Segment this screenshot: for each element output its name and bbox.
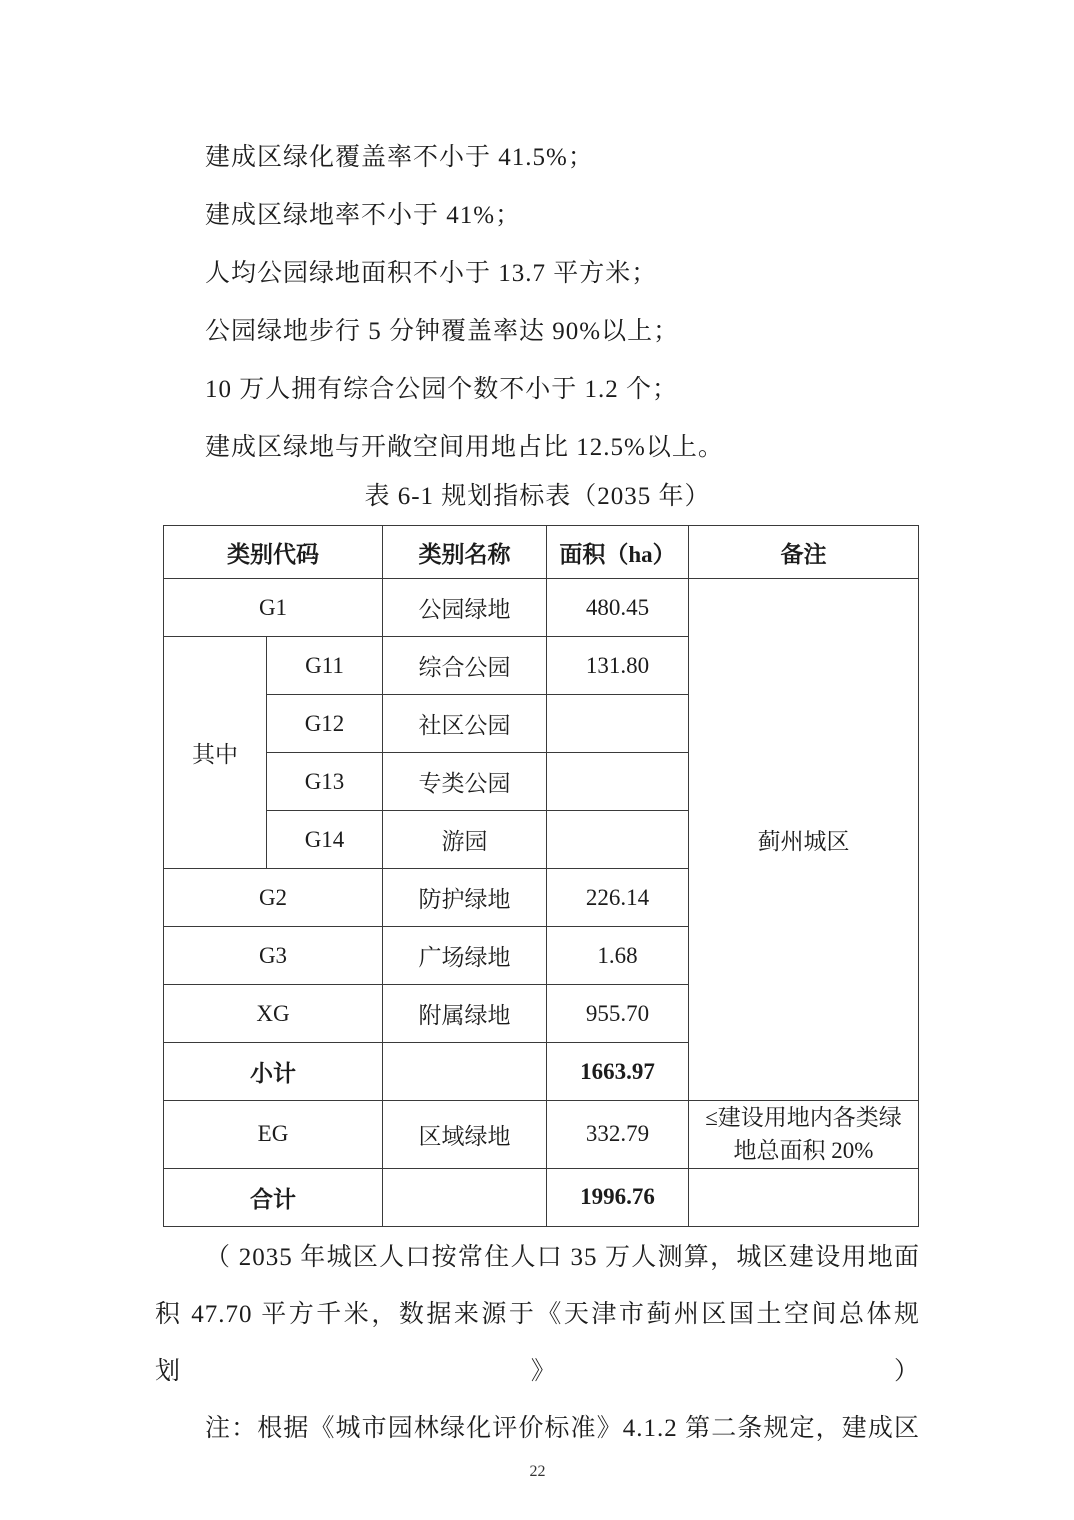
- cell-code: G14: [267, 811, 383, 869]
- page-content: [155, 0, 920, 1487]
- eg-remark-line: 地总面积 20%: [733, 1138, 874, 1164]
- requirement-line: 人均公园绿地面积不小于 13.7 平方米；: [205, 260, 658, 287]
- cell-code: EG: [164, 1101, 383, 1169]
- cell-area: [547, 695, 689, 753]
- cell-area: 226.14: [547, 869, 689, 927]
- cell-code: G12: [267, 695, 383, 753]
- requirement-line: 建成区绿化覆盖率不小于 41.5%；: [205, 144, 594, 171]
- eg-remark-cell: [689, 1101, 919, 1169]
- cell-name: 附属绿地: [383, 985, 547, 1043]
- footnote-line: 注：根据《城市园林绿化评价标准》4.1.2 第二条规定，建成区: [205, 1414, 920, 1442]
- header-cell-code: 类别代码: [164, 526, 383, 579]
- cell-name-empty: [383, 1043, 547, 1101]
- table-row-eg: [164, 1101, 919, 1169]
- subcategory-label-cell: 其中: [164, 637, 267, 869]
- cell-area: [547, 811, 689, 869]
- cell-name: 公园绿地: [383, 579, 547, 637]
- requirement-line: 建成区绿地与开敞空间用地占比 12.5%以上。: [205, 434, 724, 461]
- header-cell-name: 类别名称: [383, 526, 547, 579]
- cell-area: 332.79: [547, 1101, 689, 1169]
- cell-name-empty: [383, 1168, 547, 1226]
- cell-area: 955.70: [547, 985, 689, 1043]
- table-header-row: [164, 526, 919, 579]
- cell-code: G13: [267, 753, 383, 811]
- footnote-paragraphs: [155, 1229, 920, 1457]
- footnote-line: （ 2035 年城区人口按常住人口 35 万人测算，城区建设用地面: [205, 1243, 920, 1271]
- footnote-line: 积 47.70 平方千米，数据来源于《天津市蓟州区国土空间总体规划》）: [155, 1300, 920, 1385]
- requirement-line: 公园绿地步行 5 分钟覆盖率达 90%以上；: [205, 318, 680, 345]
- table-row-g1: [164, 579, 919, 637]
- cell-code: G3: [164, 927, 383, 985]
- planning-indicators-table: [163, 525, 919, 1227]
- table-row-total: [164, 1168, 919, 1226]
- cell-area: 480.45: [547, 579, 689, 637]
- cell-code: XG: [164, 985, 383, 1043]
- cell-area: 131.80: [547, 637, 689, 695]
- cell-area: 1663.97: [547, 1043, 689, 1101]
- requirement-line: 建成区绿地率不小于 41%；: [205, 202, 522, 229]
- cell-code: G2: [164, 869, 383, 927]
- requirement-line: 10 万人拥有综合公园个数不小于 1.2 个；: [205, 376, 679, 403]
- header-cell-area: 面积（ha）: [547, 526, 689, 579]
- remark-merged-cell: 蓟州城区: [689, 579, 919, 1101]
- cell-code: 合计: [164, 1168, 383, 1226]
- cell-name: 社区公园: [383, 695, 547, 753]
- cell-area: 1.68: [547, 927, 689, 985]
- cell-area: [547, 753, 689, 811]
- table-title: 表 6-1 规划指标表（2035 年）: [364, 483, 711, 510]
- cell-remark-empty: [689, 1168, 919, 1226]
- cell-name: 专类公园: [383, 753, 547, 811]
- cell-name: 综合公园: [383, 637, 547, 695]
- cell-name: 防护绿地: [383, 869, 547, 927]
- cell-code: 小计: [164, 1043, 383, 1101]
- cell-code: G11: [267, 637, 383, 695]
- cell-code: G1: [164, 579, 383, 637]
- cell-name: 广场绿地: [383, 927, 547, 985]
- cell-name: 游园: [383, 811, 547, 869]
- requirements-paragraphs: [155, 129, 920, 477]
- cell-name: 区域绿地: [383, 1101, 547, 1169]
- cell-area: 1996.76: [547, 1168, 689, 1226]
- header-cell-remark: 备注: [689, 526, 919, 579]
- page-number: 22: [529, 1462, 546, 1480]
- eg-remark-line: ≤建设用地内各类绿: [705, 1105, 902, 1130]
